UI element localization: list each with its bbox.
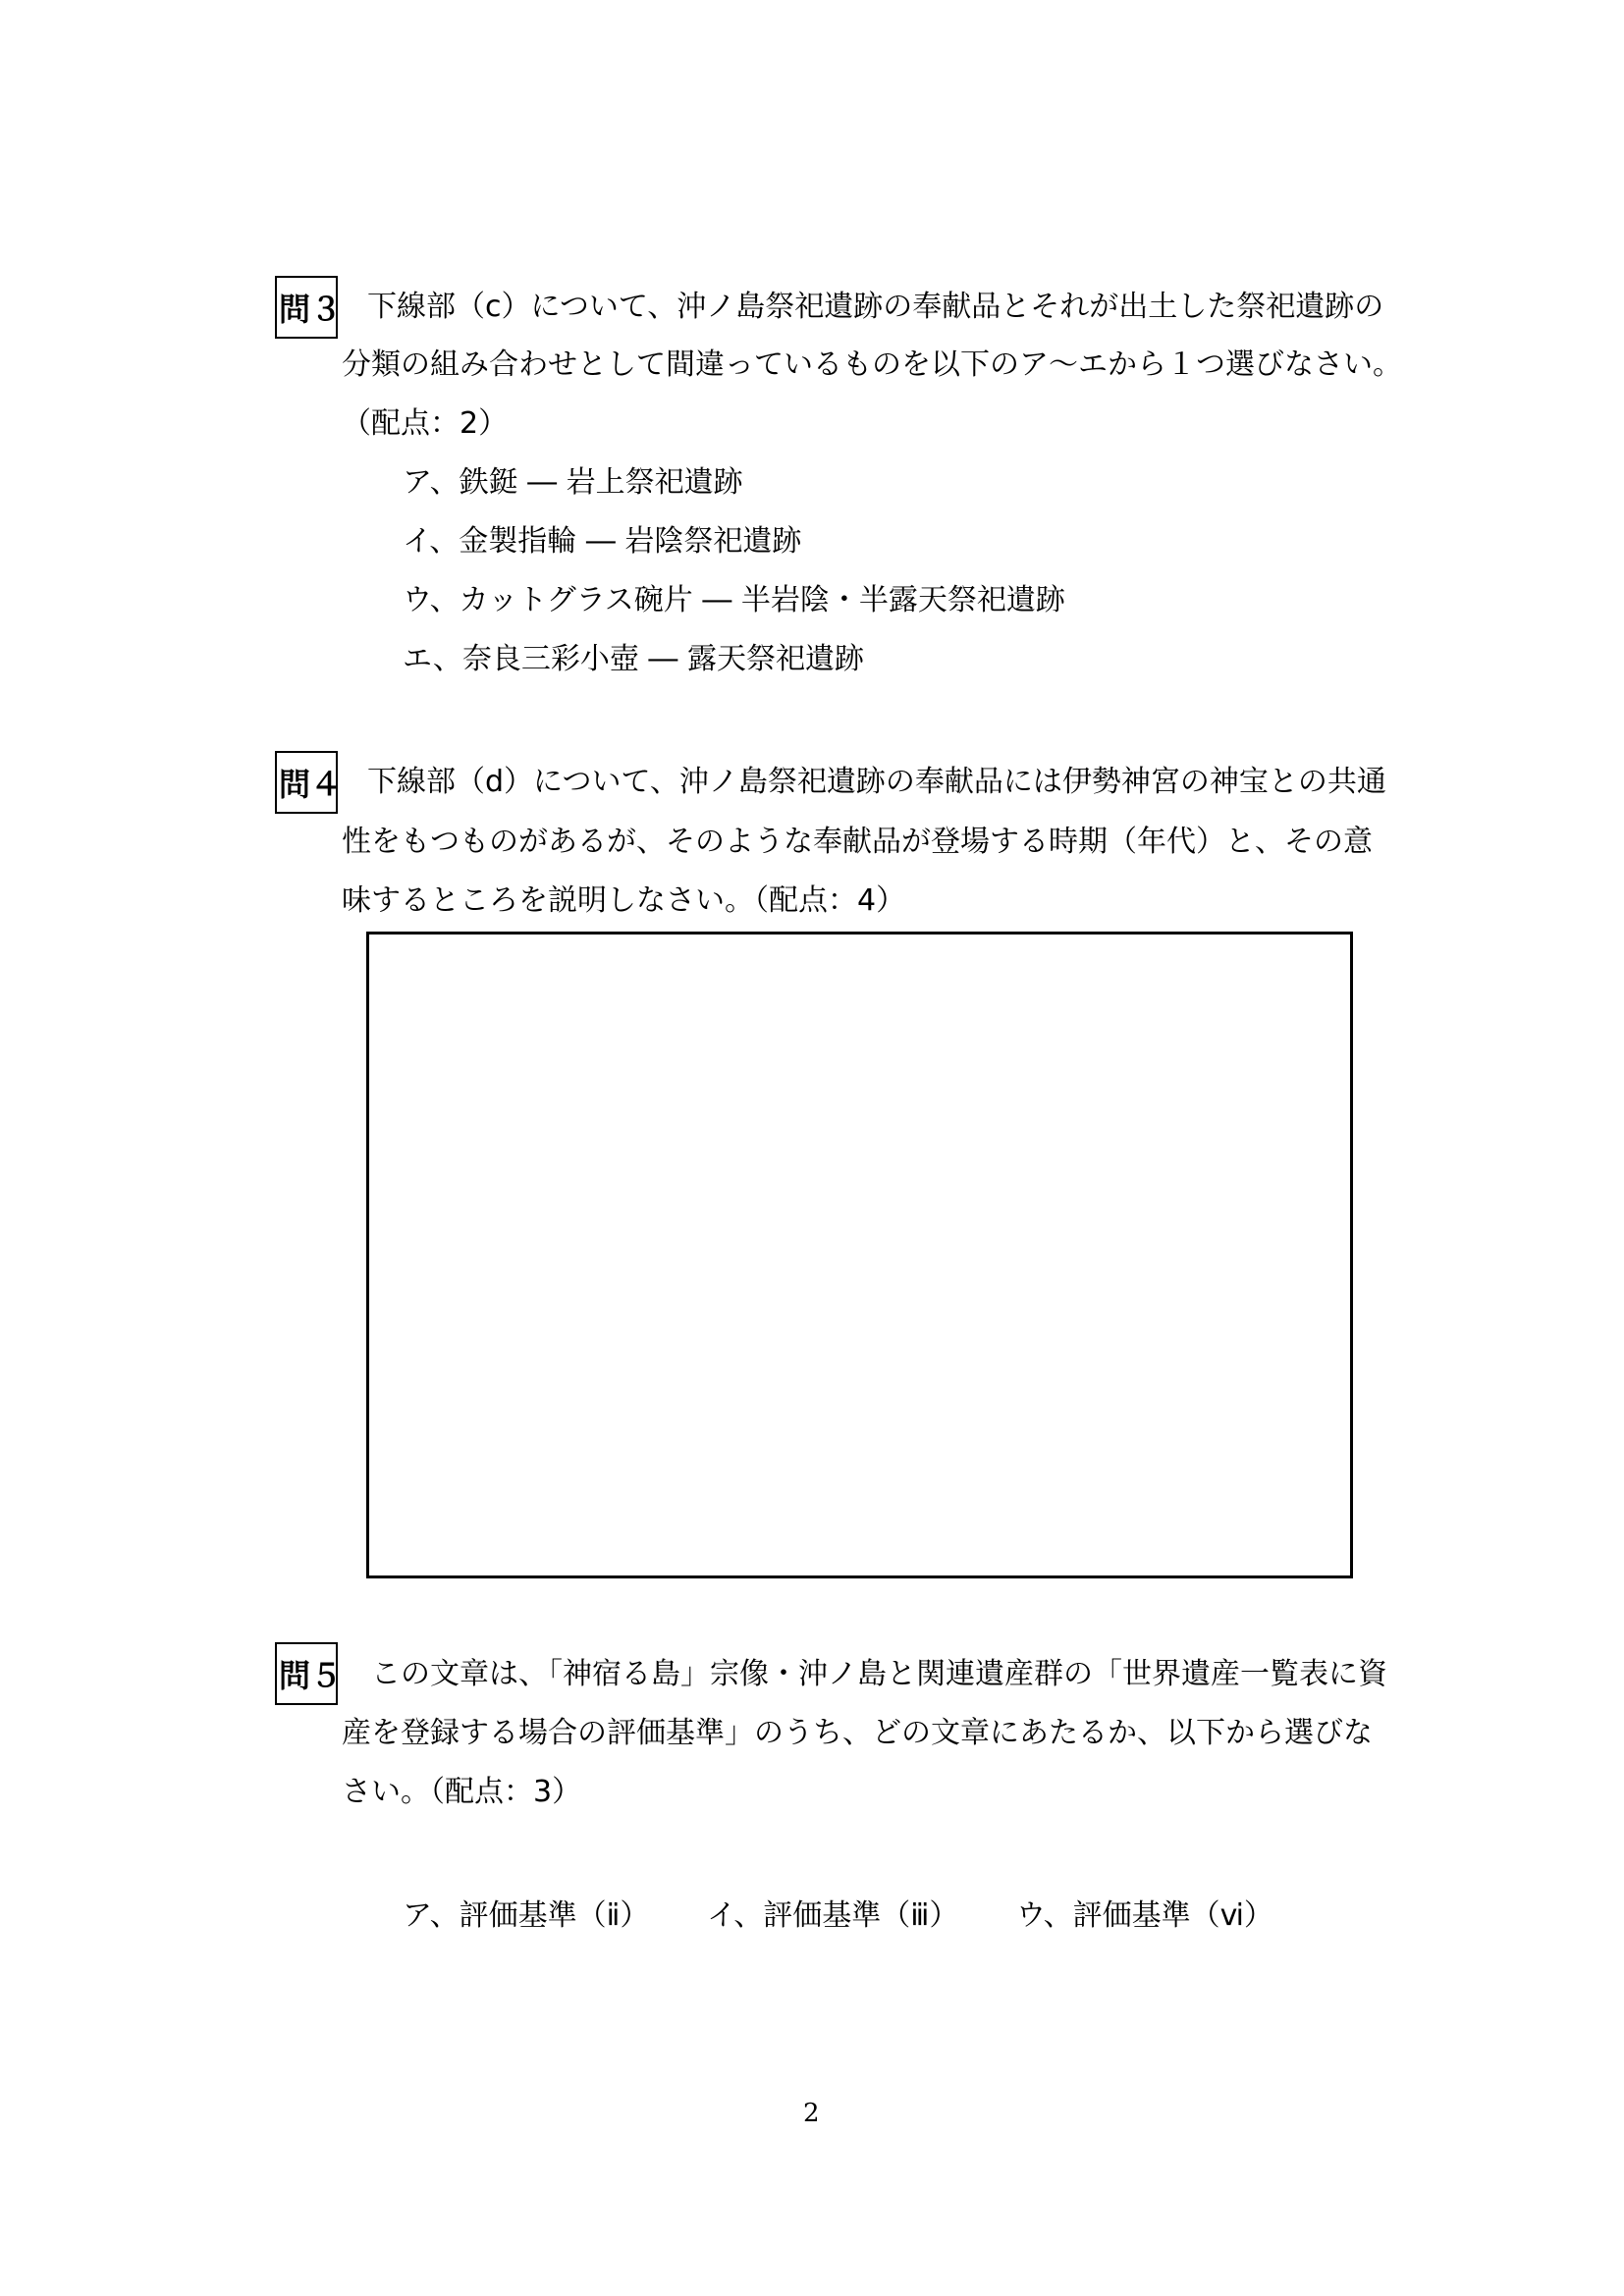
question-3-label: 問３	[275, 276, 338, 339]
question-3-text-line-2: 分類の組み合わせとして間違っているものを以下のア～エから１つ選びなさい。	[342, 347, 1402, 382]
question-5-option-u: ウ、評価基準（ⅵ）	[1016, 1898, 1273, 1933]
question-4-text-line-3: 味するところを説明しなさい。（配点：4）	[342, 883, 906, 918]
question-5-text-line-2: 産を登録する場合の評価基準」のうち、どの文章にあたるか、以下から選びな	[342, 1716, 1373, 1750]
question-3-text-line-1: 下線部（c）について、沖ノ島祭祀遺跡の奉献品とそれが出土した祭祀遺跡の	[367, 290, 1384, 324]
question-3-option-u: ウ、カットグラス碗片 ― 半岩陰・半露天祭祀遺跡	[403, 583, 1065, 617]
question-5-label: 問５	[275, 1642, 338, 1705]
question-4-text-line-2: 性をもつものがあるが、そのような奉献品が登場する時期（年代）と、その意	[342, 825, 1373, 859]
question-5-text-line-3: さい。（配点：3）	[342, 1775, 582, 1809]
question-4-text-line-1: 下線部（d）について、沖ノ島祭祀遺跡の奉献品には伊勢神宮の神宝との共通	[367, 765, 1386, 799]
question-3-points: （配点：2）	[342, 406, 509, 441]
question-5-text-line-1: この文章は、「神宿る島」宗像・沖ノ島と関連遺産群の「世界遺産一覧表に資	[371, 1657, 1387, 1691]
question-3-option-e: エ、奈良三彩小壺 ― 露天祭祀遺跡	[403, 642, 864, 676]
question-4-label: 問４	[275, 751, 338, 814]
question-3-option-a: ア、鉄鋌 ― 岩上祭祀遺跡	[403, 465, 743, 500]
question-5-option-a: ア、評価基準（ⅱ）	[403, 1898, 650, 1933]
question-5-option-i: イ、評価基準（ⅲ）	[707, 1898, 959, 1933]
question-3-option-i: イ、金製指輪 ― 岩陰祭祀遺跡	[403, 524, 802, 559]
answer-box[interactable]	[366, 932, 1353, 1578]
page-number: 2	[803, 2099, 820, 2128]
